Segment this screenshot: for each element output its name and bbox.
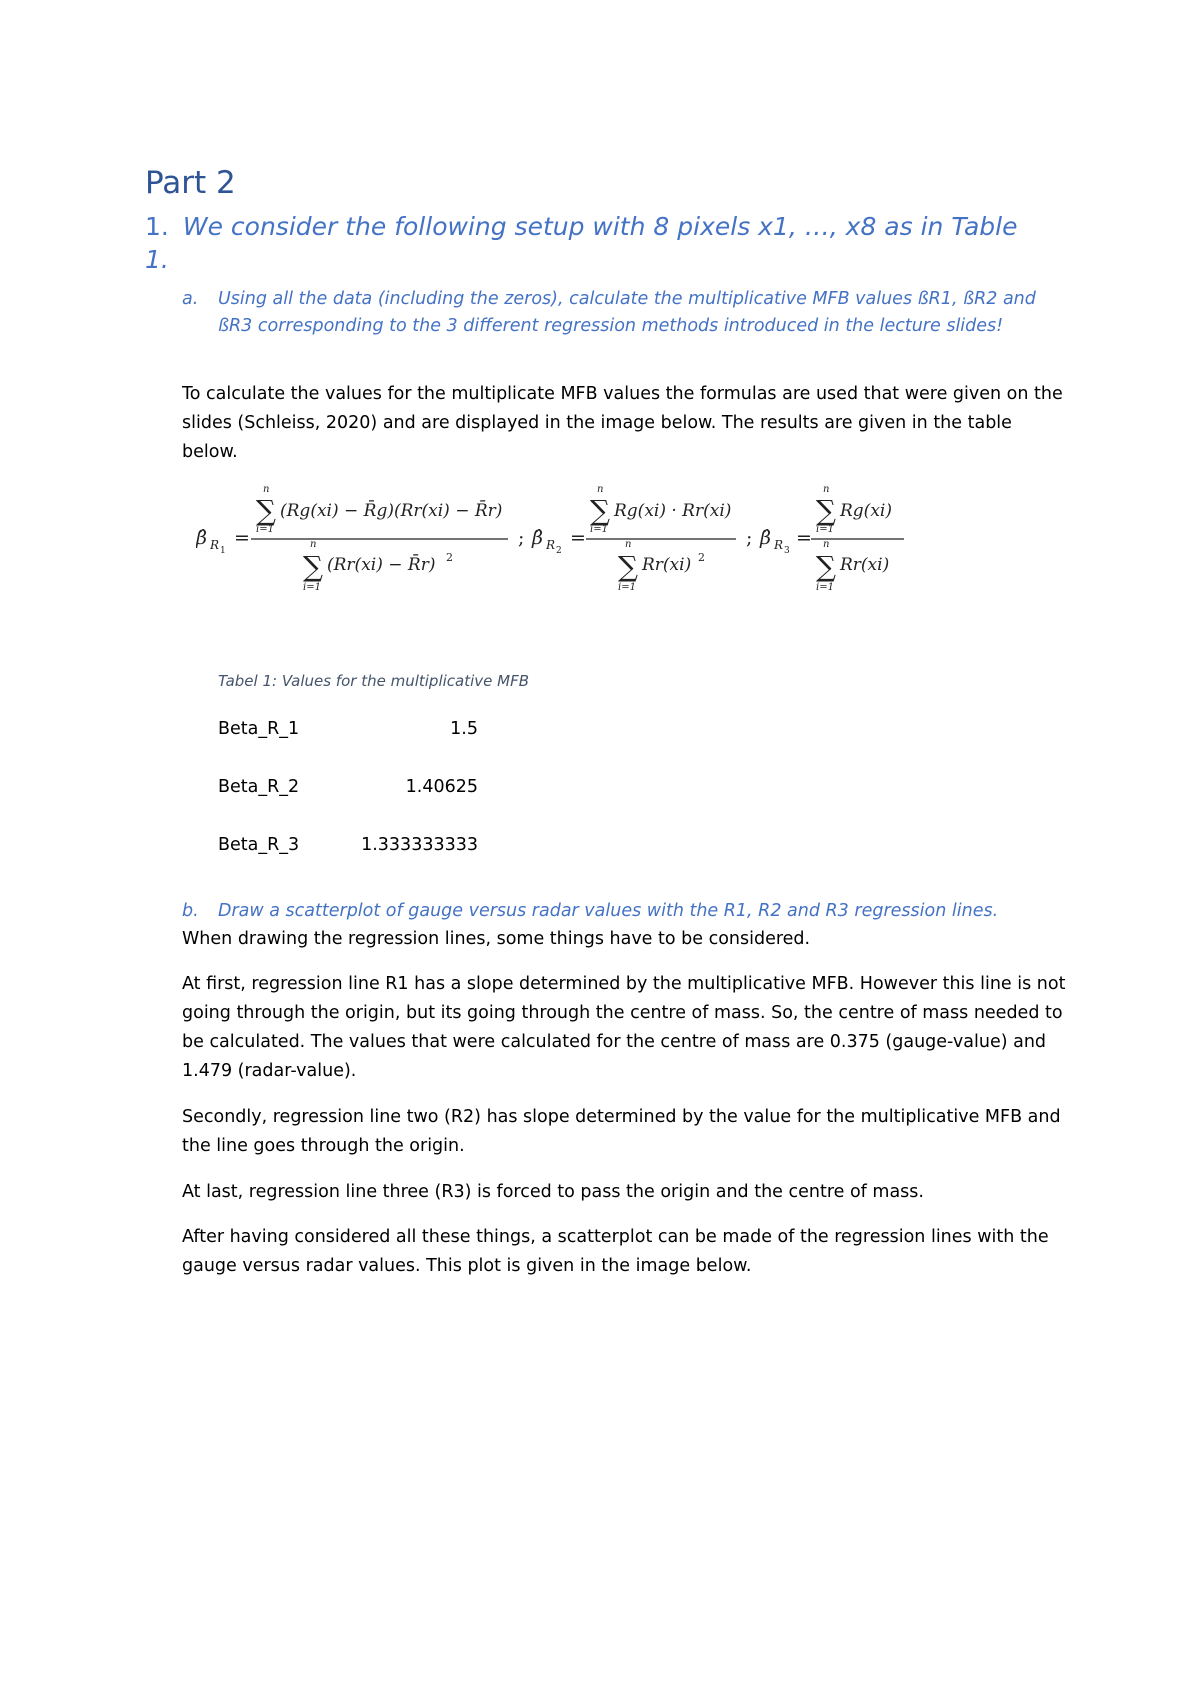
formula2-numerator: Rg(xi) · Rr(xi) bbox=[614, 501, 732, 521]
formula-beta-r2 bbox=[531, 484, 736, 593]
table-row-value: 1.5 bbox=[450, 719, 478, 739]
formula-separator-1: ; bbox=[518, 527, 525, 549]
formula3-denominator: Rr(xi) bbox=[840, 555, 890, 575]
table-row bbox=[218, 777, 478, 803]
question-1 bbox=[145, 210, 1045, 276]
table-caption: Tabel 1: Values for the multiplicative MFB bbox=[218, 672, 530, 690]
svg-text:∑: ∑ bbox=[816, 494, 836, 527]
svg-text:=: = bbox=[796, 527, 812, 549]
regression-formulas bbox=[196, 484, 916, 606]
formula1-denominator: (Rr(xi) − R̄r) bbox=[327, 555, 436, 575]
svg-text:∑: ∑ bbox=[618, 550, 638, 583]
paragraph: When drawing the regression lines, some things have to be considered. bbox=[182, 929, 811, 949]
formula2-denominator: Rr(xi) bbox=[642, 555, 692, 575]
svg-text:n: n bbox=[823, 484, 830, 495]
sub-question-a-marker: a. bbox=[182, 289, 199, 309]
paragraph: At last, regression line three (R3) is forced to pass the origin and the centre of mass. bbox=[182, 1182, 924, 1202]
table-row-label: Beta_R_1 bbox=[218, 719, 300, 739]
svg-text:∑: ∑ bbox=[303, 550, 323, 583]
sub-question-b bbox=[182, 898, 1062, 925]
svg-text:i=1: i=1 bbox=[816, 524, 834, 535]
svg-text:∑: ∑ bbox=[256, 494, 276, 527]
formula1-sub: R bbox=[210, 538, 220, 552]
svg-text:R: R bbox=[774, 538, 784, 552]
formula-beta-r1 bbox=[196, 484, 508, 593]
table-row bbox=[218, 719, 478, 745]
intro-paragraph: To calculate the values for the multiplicate MFB values the formulas are used that were given on the slides (Schleiss, 2020) and are displayed in the image below. The results are given in the table below. bbox=[182, 384, 1063, 462]
paragraph: Secondly, regression line two (R2) has slope determined by the value for the multiplicative MFB and the line goes through the origin. bbox=[182, 1107, 1061, 1156]
formula1-num-sum-bottom: i=1 bbox=[256, 524, 274, 535]
formula-separator-2: ; bbox=[746, 527, 753, 549]
paragraph: At first, regression line R1 has a slope determined by the multiplicative MFB. However this line is not going through the origin, but its going through the centre of mass. So, the centre of mass needed to be calculated. The values that were calculated for the centre of mass are 0.375 (gauge-value) and 1.479 (radar-value). bbox=[182, 974, 1066, 1081]
svg-text:i=1: i=1 bbox=[590, 524, 608, 535]
svg-text:∑: ∑ bbox=[590, 494, 610, 527]
svg-text:β̂: β̂ bbox=[532, 527, 543, 549]
formula-beta-r3 bbox=[759, 484, 904, 593]
formula1-numerator: (Rg(xi) − R̄g)(Rr(xi) − R̄r) bbox=[280, 501, 503, 521]
table-row-value: 1.333333333 bbox=[361, 835, 478, 855]
svg-text:R: R bbox=[546, 538, 556, 552]
sub-question-b-text: Draw a scatterplot of gauge versus radar values with the R1, R2 and R3 regression lines. bbox=[218, 901, 999, 921]
sub-question-b-marker: b. bbox=[182, 901, 199, 921]
svg-text:2: 2 bbox=[446, 551, 453, 564]
sub-question-a-text: Using all the data (including the zeros), calculate the multiplicative MFB values ßR1, ßR2 and ßR3 corresponding to the 3 different regression methods introduced in the lecture slides! bbox=[218, 289, 1036, 336]
svg-text:n: n bbox=[823, 539, 830, 550]
paragraph: After having considered all these things, a scatterplot can be made of the regression lines with the gauge versus radar values. This plot is given in the image below. bbox=[182, 1227, 1049, 1276]
svg-text:=: = bbox=[570, 527, 586, 549]
question-number: 1. bbox=[145, 212, 169, 241]
formula1-den-sum-bottom: i=1 bbox=[303, 582, 321, 593]
svg-text:n: n bbox=[625, 539, 632, 550]
table-row bbox=[218, 835, 478, 861]
svg-text:2: 2 bbox=[556, 546, 562, 556]
formula3-numerator: Rg(xi) bbox=[840, 501, 892, 521]
formula1-beta: β̂ bbox=[196, 527, 207, 549]
svg-text:3: 3 bbox=[784, 546, 790, 556]
table-row-value: 1.40625 bbox=[405, 777, 478, 797]
formula1-sub2: 1 bbox=[220, 546, 226, 556]
question-text: We consider the following setup with 8 pixels x1, …, x8 as in Table 1. bbox=[145, 212, 1018, 274]
part-title: Part 2 bbox=[145, 165, 236, 201]
formula1-num-sum-top: n bbox=[263, 484, 270, 495]
formula1-den-sum-top: n bbox=[310, 539, 317, 550]
svg-text:n: n bbox=[597, 484, 604, 495]
sub-question-a bbox=[182, 286, 1062, 340]
svg-text:i=1: i=1 bbox=[618, 582, 636, 593]
table-row-label: Beta_R_2 bbox=[218, 777, 300, 797]
svg-text:∑: ∑ bbox=[816, 550, 836, 583]
table-row-label: Beta_R_3 bbox=[218, 835, 300, 855]
svg-text:2: 2 bbox=[698, 551, 705, 564]
svg-text:β̂: β̂ bbox=[760, 527, 771, 549]
svg-text:i=1: i=1 bbox=[816, 582, 834, 593]
svg-text:=: = bbox=[234, 527, 250, 549]
